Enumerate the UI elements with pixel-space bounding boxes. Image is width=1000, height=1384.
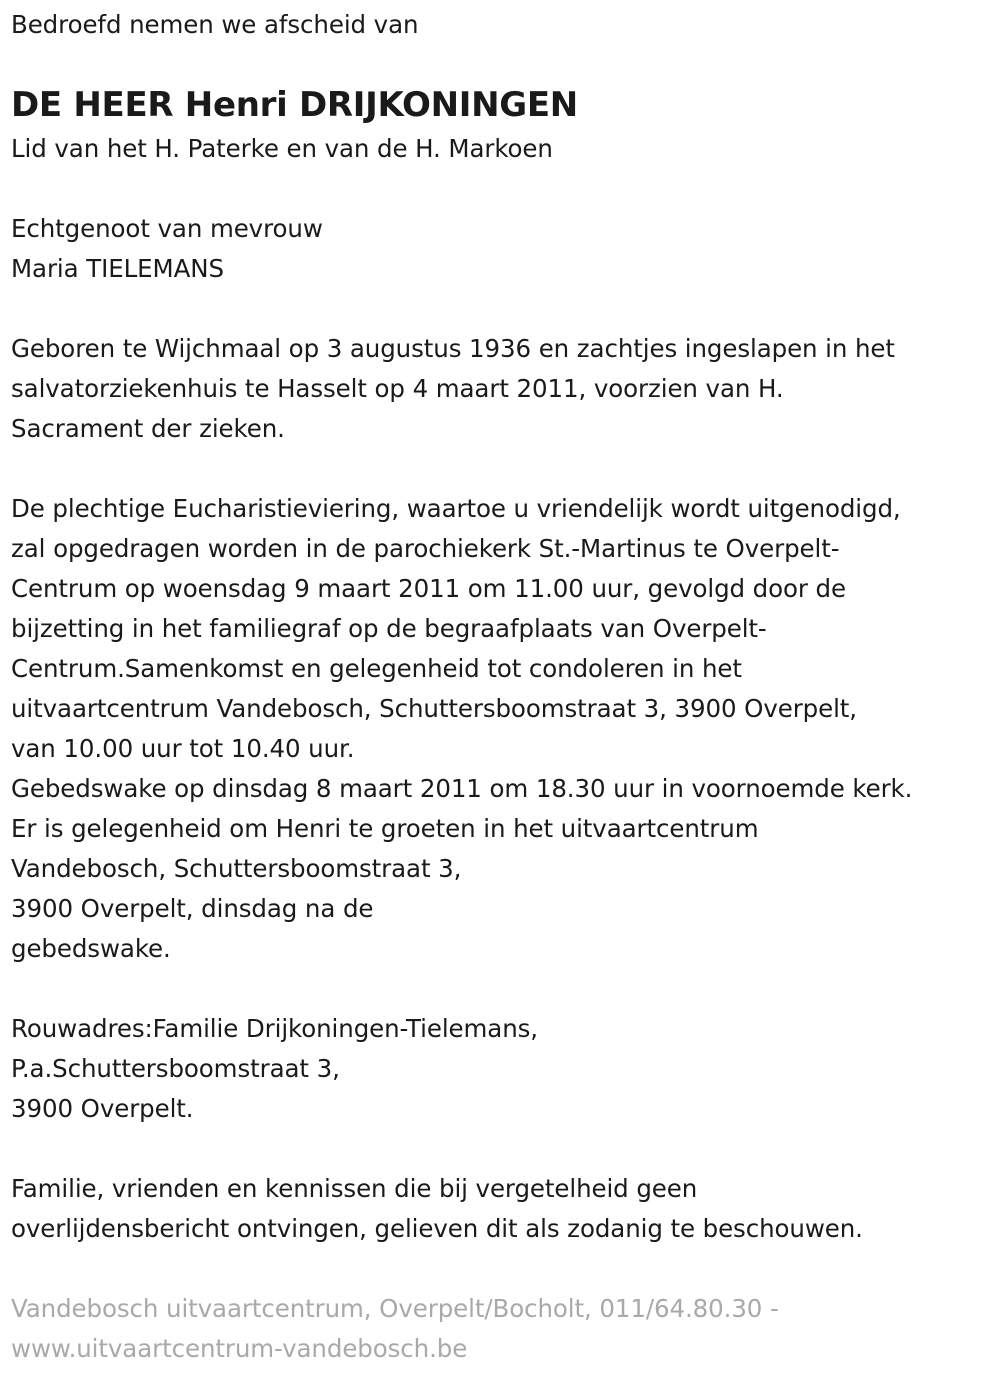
closing-line: Familie, vrienden en kennissen die bij vergetelheid geen bbox=[11, 1174, 698, 1203]
ceremony-line: zal opgedragen worden in de parochiekerk St.-Martinus te Overpelt- bbox=[11, 534, 840, 563]
spacer bbox=[11, 1129, 993, 1169]
footer-website: www.uitvaartcentrum-vandebosch.be bbox=[11, 1334, 468, 1363]
deceased-name: DE HEER Henri DRIJKONINGEN bbox=[11, 85, 578, 125]
closing-block bbox=[11, 1169, 993, 1249]
ceremony-line: Vandebosch, Schuttersboomstraat 3, bbox=[11, 854, 462, 883]
ceremony-line: bijzetting in het familiegraf op de begraafplaats van Overpelt- bbox=[11, 614, 767, 643]
birth-line: salvatorziekenhuis te Hasselt op 4 maart 2011, voorzien van H. bbox=[11, 374, 784, 403]
spacer bbox=[11, 169, 993, 209]
birth-line: Sacrament der zieken. bbox=[11, 414, 285, 443]
intro-text: Bedroefd nemen we afscheid van bbox=[11, 10, 419, 39]
funeral-home-footer bbox=[11, 1289, 993, 1369]
address-line: Rouwadres:Familie Drijkoningen-Tielemans, bbox=[11, 1014, 538, 1043]
birth-line: Geboren te Wijchmaal op 3 augustus 1936 en zachtjes ingeslapen in het bbox=[11, 334, 895, 363]
closing-line: overlijdensbericht ontvingen, gelieven dit als zodanig te beschouwen. bbox=[11, 1214, 863, 1243]
spacer bbox=[11, 289, 993, 329]
ceremony-line: Centrum.Samenkomst en gelegenheid tot condoleren in het bbox=[11, 654, 742, 683]
spacer bbox=[11, 1249, 993, 1289]
spacer bbox=[11, 449, 993, 489]
footer-line: Vandebosch uitvaartcentrum, Overpelt/Bocholt, 011/64.80.30 - bbox=[11, 1294, 779, 1323]
ceremony-line: van 10.00 uur tot 10.40 uur. bbox=[11, 734, 355, 763]
spouse-block bbox=[11, 209, 993, 289]
birth-block bbox=[11, 329, 993, 449]
membership-text: Lid van het H. Paterke en van de H. Markoen bbox=[11, 134, 553, 163]
address-block bbox=[11, 1009, 993, 1129]
spouse-line: Maria TIELEMANS bbox=[11, 254, 224, 283]
ceremony-line: uitvaartcentrum Vandebosch, Schuttersboomstraat 3, 3900 Overpelt, bbox=[11, 694, 858, 723]
address-line: P.a.Schuttersboomstraat 3, bbox=[11, 1054, 340, 1083]
spouse-line: Echtgenoot van mevrouw bbox=[11, 214, 323, 243]
ceremony-line: Er is gelegenheid om Henri te groeten in het uitvaartcentrum bbox=[11, 814, 759, 843]
ceremony-line: De plechtige Eucharistieviering, waartoe u vriendelijk wordt uitgenodigd, bbox=[11, 494, 901, 523]
ceremony-line: Gebedswake op dinsdag 8 maart 2011 om 18.30 uur in voornoemde kerk. bbox=[11, 774, 913, 803]
ceremony-line: gebedswake. bbox=[11, 934, 171, 963]
address-line: 3900 Overpelt. bbox=[11, 1094, 194, 1123]
spacer bbox=[11, 969, 993, 1009]
ceremony-block bbox=[11, 489, 993, 969]
ceremony-line: 3900 Overpelt, dinsdag na de bbox=[11, 894, 374, 923]
ceremony-line: Centrum op woensdag 9 maart 2011 om 11.00 uur, gevolgd door de bbox=[11, 574, 846, 603]
death-notice bbox=[11, 0, 993, 1369]
